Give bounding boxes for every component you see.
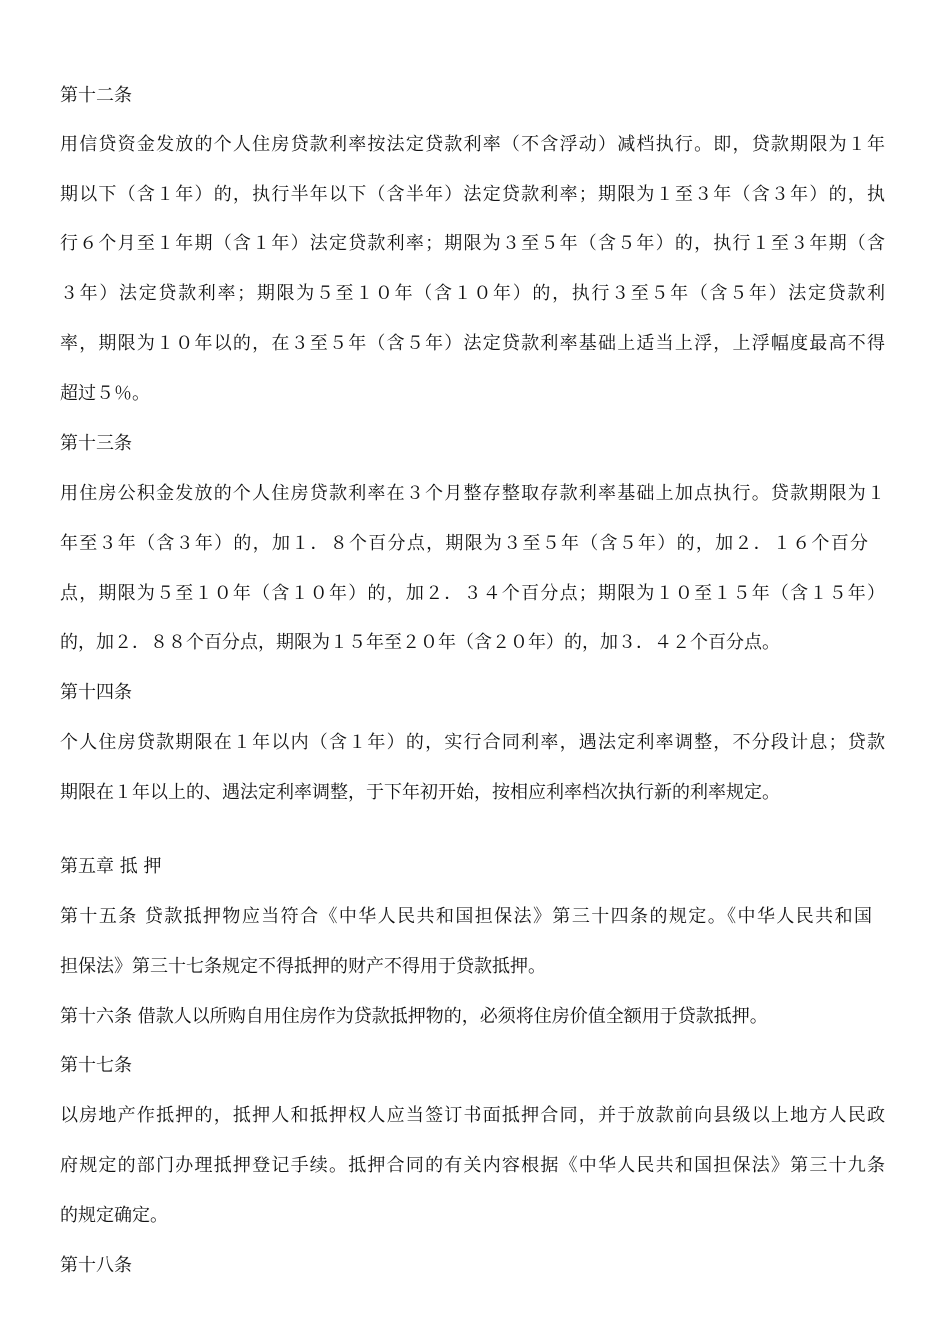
article-17-line-1: 以房地产作抵押的，抵押人和抵押权人应当签订书面抵押合同，并于放款前向县级以上地方人民政 — [60, 1105, 885, 1126]
article-14-heading: 第十四条 — [60, 682, 132, 703]
article-12-line-4: ３年）法定贷款利率；期限为５至１０年（含１０年）的，执行３至５年（含５年）法定贷款利 — [60, 283, 885, 304]
article-15-line-1: 第十五条 贷款抵押物应当符合《中华人民共和国担保法》第三十四条的规定。《中华人民共和国 — [60, 906, 872, 927]
article-13-line-3: 点，期限为５至１０年（含１０年）的，加２．３４个百分点；期限为１０至１５年（含１５年） — [60, 583, 885, 604]
article-13-heading: 第十三条 — [60, 433, 132, 454]
article-17-line-2: 府规定的部门办理抵押登记手续。抵押合同的有关内容根据《中华人民共和国担保法》第三十九条 — [60, 1155, 885, 1176]
article-12-line-5: 率，期限为１０年以的，在３至５年（含５年）法定贷款利率基础上适当上浮，上浮幅度最高不得 — [60, 333, 885, 354]
article-16-line-1: 第十六条 借款人以所购自用住房作为贷款抵押物的，必须将住房价值全额用于贷款抵押。 — [60, 1006, 768, 1027]
article-14-line-2: 期限在１年以上的、遇法定利率调整，于下年初开始，按相应利率档次执行新的利率规定。 — [60, 782, 780, 803]
chapter-5-heading: 第五章 抵 押 — [60, 856, 162, 877]
article-17-line-3: 的规定确定。 — [60, 1205, 168, 1226]
article-12-line-3: 行６个月至１年期（含１年）法定贷款利率；期限为３至５年（含５年）的，执行１至３年期（含 — [60, 233, 885, 254]
article-13-line-4: 的，加２．８８个百分点，期限为１５年至２０年（含２０年）的，加３．４２个百分点。 — [60, 632, 780, 653]
article-13-line-1: 用住房公积金发放的个人住房贷款利率在３个月整存整取存款利率基础上加点执行。贷款期限为１ — [60, 483, 885, 504]
article-15-line-2: 担保法》第三十七条规定不得抵押的财产不得用于贷款抵押。 — [60, 956, 546, 977]
article-13-line-2: 年至３年（含３年）的，加１．８个百分点，期限为３至５年（含５年）的，加２．１６个百分 — [60, 533, 868, 554]
article-14-line-1: 个人住房贷款期限在１年以内（含１年）的，实行合同利率，遇法定利率调整，不分段计息；贷款 — [60, 732, 885, 753]
article-12-line-6: 超过５％。 — [60, 383, 150, 404]
article-17-heading: 第十七条 — [60, 1055, 132, 1076]
article-12-line-1: 用信贷资金发放的个人住房贷款利率按法定贷款利率（不含浮动）减档执行。即，贷款期限为１年 — [60, 134, 885, 155]
article-12-line-2: 期以下（含１年）的，执行半年以下（含半年）法定贷款利率；期限为１至３年（含３年）的，执 — [60, 184, 885, 205]
article-12-heading: 第十二条 — [60, 85, 132, 106]
article-18-heading: 第十八条 — [60, 1255, 132, 1276]
